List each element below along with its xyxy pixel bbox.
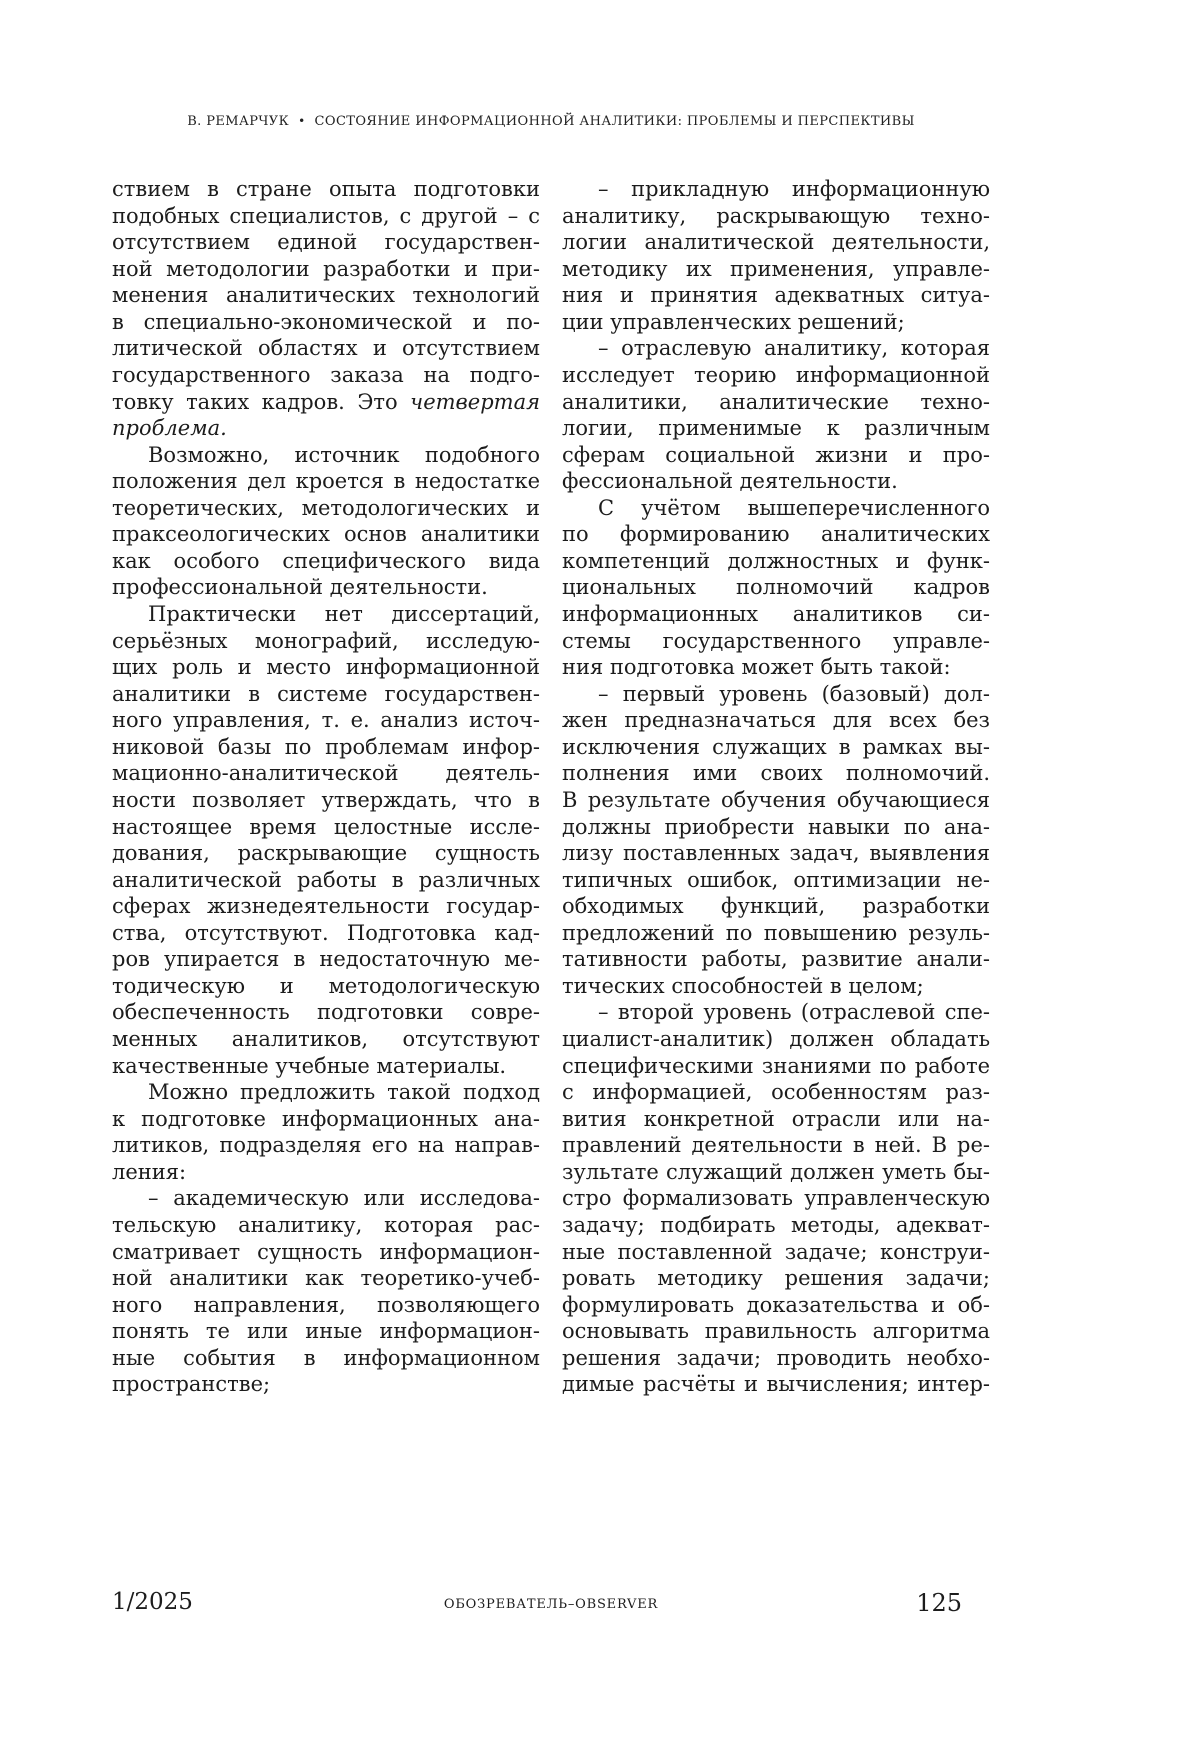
text-line: настоящее время целостные иссле-	[112, 814, 540, 839]
text-line: стемы государственного управле-	[562, 628, 990, 653]
text-line: щих роль и место информационной	[112, 655, 540, 680]
text-line: ции управленческих решений;	[562, 309, 905, 334]
text-line: формулировать доказательства и об-	[562, 1292, 990, 1317]
text-line: лизу поставленных задач, выявления	[562, 841, 990, 866]
text-line: литической областях и отсутствием	[112, 336, 540, 361]
text-line: тативности работы, развитие анали-	[562, 947, 990, 972]
text-line: профессиональной деятельности.	[112, 575, 488, 600]
text-line: подобных специалистов, с другой – с	[112, 203, 540, 228]
text-line: исследует теорию информационной	[562, 362, 990, 387]
text-line: праксеологических основ аналитики	[112, 522, 540, 547]
text-line: основывать правильность алгоритма	[562, 1319, 990, 1344]
text-line: циональных полномочий кадров	[562, 575, 990, 600]
text-line: ной аналитики как теоретико-учеб-	[112, 1266, 540, 1291]
text-line: специфическими знаниями по работе	[562, 1053, 990, 1078]
text-line: – второй уровень (отраслевой спе-	[598, 1000, 990, 1025]
text-line: должны приобрести навыки по ана-	[562, 814, 990, 839]
text-line: информационных аналитиков си-	[562, 602, 990, 626]
text-line: стро формализовать управленческую	[562, 1186, 990, 1211]
text-line: жен предназначаться для всех без	[562, 708, 990, 733]
text-line: – отраслевую аналитику, которая	[598, 336, 990, 361]
text-line: в специально-экономической и по-	[112, 309, 540, 334]
text-line: ного управления, т. е. анализ источ-	[112, 708, 540, 733]
right-column	[562, 176, 990, 1398]
text-line: ного направления, позволяющего	[112, 1292, 540, 1317]
text-line: зультате служащий должен уметь бы-	[562, 1159, 990, 1184]
text-line: типичных ошибок, оптимизации не-	[562, 867, 990, 892]
text-line: аналитической работы в различных	[112, 867, 540, 892]
text-line: аналитику, раскрывающую техно-	[562, 203, 990, 228]
text-line: товку таких кадров. Это четвертая	[112, 389, 540, 414]
text-line: качественные учебные материалы.	[112, 1053, 507, 1078]
text-line: методику их применения, управле-	[562, 256, 990, 281]
header-separator-bullet: •	[298, 114, 306, 128]
text-line: С учётом вышеперечисленного	[598, 495, 990, 520]
text-line: ния подготовка может быть такой:	[562, 655, 951, 680]
text-line: – первый уровень (базовый) дол-	[598, 681, 990, 706]
text-line: сферах жизнедеятельности государ-	[112, 894, 540, 919]
text-line: теоретических, методологических и	[112, 495, 540, 520]
text-line: мационно-аналитической деятель-	[112, 761, 540, 786]
header-title: СОСТОЯНИЕ ИНФОРМАЦИОННОЙ АНАЛИТИКИ: ПРОБЛЕМЫ И ПЕРСПЕКТИВЫ	[314, 114, 915, 129]
text-line: серьёзных монографий, исследую-	[112, 628, 540, 653]
text-line: ной методологии разработки и при-	[112, 256, 540, 281]
text-line: по формированию аналитических	[562, 522, 990, 547]
text-line: государственного заказа на подго-	[112, 362, 540, 387]
text-line: ния и принятия адекватных ситуа-	[562, 283, 990, 308]
text-line: ствием в стране опыта подготовки	[112, 177, 540, 201]
text-line: тодическую и методологическую	[112, 973, 540, 998]
running-header	[112, 114, 990, 129]
page-footer	[112, 1589, 990, 1621]
text-line: ровать методику решения задачи;	[562, 1266, 990, 1291]
text-line: Можно предложить такой подход	[148, 1080, 540, 1105]
text-line: циалист-аналитик) должен обладать	[562, 1027, 990, 1051]
text-line: сматривает сущность информацион-	[112, 1239, 540, 1264]
body-columns	[112, 176, 990, 1398]
text-line: Возможно, источник подобного	[148, 442, 540, 467]
text-line: задачу; подбирать методы, адекват-	[562, 1212, 990, 1237]
footer-issue: 1/2025	[112, 1589, 193, 1615]
text-line: компетенций должностных и функ-	[562, 548, 990, 573]
text-line: сферам социальной жизни и про-	[562, 442, 990, 467]
text-line: менных аналитиков, отсутствуют	[112, 1027, 540, 1051]
text-line: аналитики в системе государствен-	[112, 681, 540, 706]
text-line: вития конкретной отрасли или на-	[562, 1106, 990, 1131]
header-author: В. РЕМАРЧУК	[187, 114, 290, 129]
text-line: В результате обучения обучающиеся	[562, 787, 990, 812]
text-line: – академическую или исследова-	[148, 1186, 540, 1211]
text-line: как особого специфического вида	[112, 548, 540, 573]
text-line: ные поставленной задаче; конструи-	[562, 1239, 990, 1264]
text-line: димые расчёты и вычисления; интер-	[562, 1372, 990, 1397]
footer-page-number: 125	[916, 1589, 962, 1617]
text-line: логии аналитической деятельности,	[562, 230, 990, 255]
text-line: ства, отсутствуют. Подготовка кад-	[112, 920, 540, 945]
text-line: обходимых функций, разработки	[562, 894, 990, 919]
text-line: фессиональной деятельности.	[562, 469, 898, 494]
text-line: аналитики, аналитические техно-	[562, 389, 990, 414]
text-line: логии, применимые к различным	[562, 416, 990, 441]
text-line: исключения служащих в рамках вы-	[562, 734, 990, 759]
footer-journal-name: ОБОЗРЕВАТЕЛЬ–OBSERVER	[443, 1597, 659, 1612]
text-line: к подготовке информационных ана-	[112, 1106, 540, 1131]
text-line: – прикладную информационную	[598, 177, 990, 201]
text-line: проблема.	[112, 416, 227, 441]
text-line: с информацией, особенностям раз-	[562, 1080, 990, 1105]
text-line: ности позволяет утверждать, что в	[112, 787, 540, 812]
text-line: решения задачи; проводить необхо-	[562, 1345, 990, 1370]
text-line: положения дел кроется в недостатке	[112, 469, 540, 494]
text-line: тических способностей в целом;	[562, 973, 924, 998]
text-line: предложений по повышению резуль-	[562, 920, 990, 945]
left-column	[112, 176, 540, 1398]
text-line: отсутствием единой государствен-	[112, 230, 540, 255]
text-line: ления:	[112, 1159, 187, 1184]
text-line: литиков, подразделяя его на направ-	[112, 1133, 540, 1158]
text-line: обеспеченность подготовки совре-	[112, 1000, 540, 1025]
text-line: Практически нет диссертаций,	[148, 602, 540, 626]
text-line: ные события в информационном	[112, 1345, 540, 1370]
text-line: дования, раскрывающие сущность	[112, 841, 540, 866]
text-line: никовой базы по проблемам инфор-	[112, 734, 540, 759]
text-line: полнения ими своих полномочий.	[562, 761, 990, 786]
text-line: менения аналитических технологий	[112, 283, 540, 308]
text-line: ров упирается в недостаточную ме-	[112, 947, 540, 972]
text-line: тельскую аналитику, которая рас-	[112, 1212, 540, 1237]
text-line: пространстве;	[112, 1372, 271, 1397]
text-line: правлений деятельности в ней. В ре-	[562, 1133, 990, 1158]
text-line: понять те или иные информацион-	[112, 1319, 540, 1344]
